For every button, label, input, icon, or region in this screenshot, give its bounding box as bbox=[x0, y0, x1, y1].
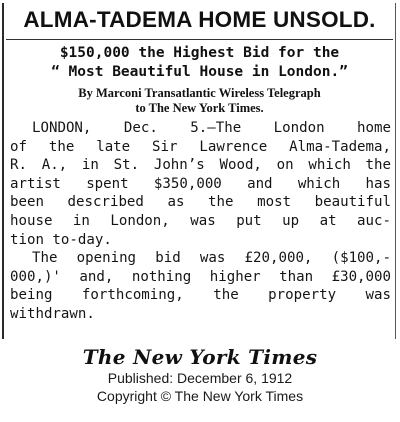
subhead-line: $150,000 the Highest Bid for the bbox=[59, 45, 340, 61]
article-byline bbox=[4, 86, 395, 116]
article-headline: ALMA-TADEMA HOME UNSOLD. bbox=[23, 7, 376, 32]
body-line: LONDON, Dec. 5.—The London home bbox=[32, 120, 391, 136]
byline-line: to The New York Times. bbox=[135, 101, 264, 115]
body-line: of the late Sir Lawrence Alma-Tadema, bbox=[10, 138, 391, 155]
body-line: 000,)' and, nothing higher than £30,000 bbox=[10, 268, 391, 285]
body-line: tion to-day. bbox=[10, 231, 112, 248]
article-clipping bbox=[2, 3, 396, 339]
page-footer bbox=[0, 345, 400, 405]
subhead-line: “ Most Beautiful House in London.” bbox=[51, 64, 348, 80]
body-line: house in London, was put up at auc- bbox=[10, 212, 391, 229]
body-line: been described as the most beautiful bbox=[10, 194, 391, 211]
body-line: being forthcoming, the property was bbox=[10, 287, 391, 304]
copyright-notice: Copyright © The New York Times bbox=[96, 388, 304, 404]
nyt-masthead-logo: The New York Times bbox=[82, 345, 318, 369]
body-line: withdrawn. bbox=[10, 305, 95, 322]
body-line: R. A., in St. John’s Wood, on which the bbox=[10, 157, 391, 174]
article-subhead bbox=[4, 44, 395, 82]
body-line: artist spent $350,000 and which has bbox=[10, 175, 391, 192]
article-body bbox=[4, 119, 395, 324]
byline-line: By Marconi Transatlantic Wireless Telegraph bbox=[78, 86, 321, 100]
headline-rule bbox=[6, 39, 393, 40]
body-line: The opening bid was £20,000, ($100,- bbox=[32, 250, 391, 267]
published-date: Published: December 6, 1912 bbox=[107, 370, 293, 386]
